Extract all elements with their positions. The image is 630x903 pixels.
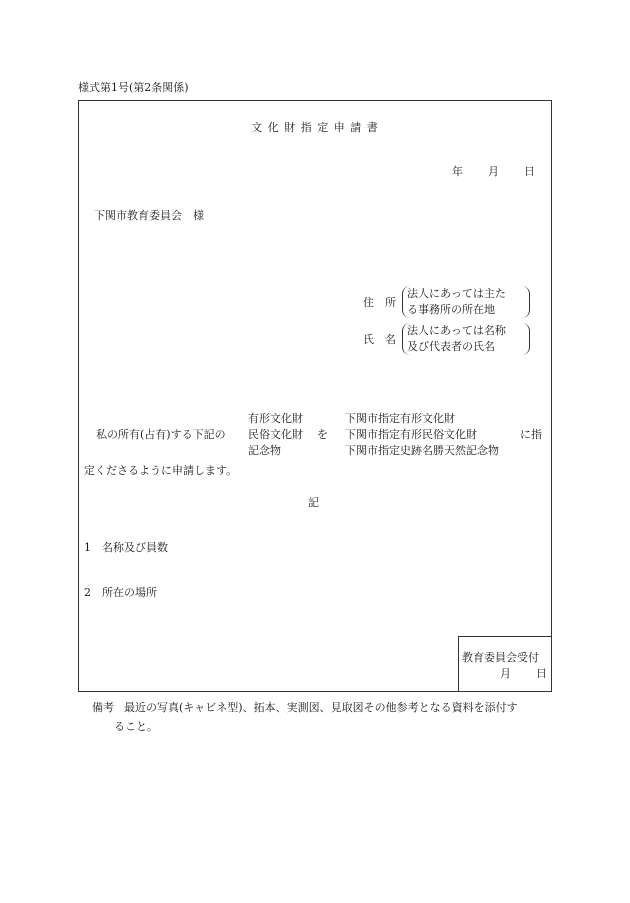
request-continuation: 定くださるように申請します。 bbox=[84, 464, 238, 477]
date-month: 月 bbox=[488, 165, 499, 178]
name-label: 氏 名 bbox=[363, 333, 396, 346]
address-note-line1: 法人にあっては主た bbox=[407, 287, 506, 300]
form-frame bbox=[78, 100, 552, 692]
addressee: 下関市教育委員会 様 bbox=[94, 209, 204, 222]
ki-heading: 記 bbox=[308, 496, 319, 509]
receipt-label: 教育委員会受付 bbox=[462, 651, 539, 664]
type-tangible: 有形文化財 bbox=[248, 412, 303, 425]
form-number: 様式第1号(第2条関係) bbox=[78, 81, 189, 94]
item-1-no: 1 bbox=[84, 541, 91, 554]
name-note-line1: 法人にあっては名称 bbox=[407, 324, 506, 337]
item-2-label: 所在の場所 bbox=[102, 586, 157, 599]
address-label: 住 所 bbox=[363, 296, 396, 309]
remarks-line1: 最近の写真(キャビネ型)、拓本、実測図、見取図その他参考となる資料を添付す bbox=[124, 701, 518, 714]
type-folk: 民俗文化財 bbox=[248, 428, 303, 441]
date-year: 年 bbox=[452, 165, 463, 178]
receipt-day: 日 bbox=[536, 667, 547, 680]
item-2-no: 2 bbox=[84, 586, 91, 599]
name-note-line2: 及び代表者の氏名 bbox=[407, 340, 495, 353]
designation-tangible: 下関市指定有形文化財 bbox=[345, 412, 455, 425]
designation-folk: 下関市指定有形民俗文化財 bbox=[345, 428, 477, 441]
request-lead: 私の所有(占有)する下記の bbox=[96, 428, 226, 441]
address-note bbox=[402, 286, 530, 318]
particle-ni: に指 bbox=[520, 428, 542, 441]
remarks-label: 備考 bbox=[92, 701, 114, 714]
particle-wo: を bbox=[317, 428, 328, 441]
remarks-line2: ること。 bbox=[114, 720, 158, 733]
address-note-line2: る事務所の所在地 bbox=[407, 303, 495, 316]
receipt-month: 月 bbox=[500, 667, 511, 680]
name-note bbox=[402, 323, 530, 355]
item-1-label: 名称及び員数 bbox=[102, 541, 168, 554]
type-monument: 記念物 bbox=[248, 444, 281, 457]
designation-monument: 下関市指定史跡名勝天然記念物 bbox=[345, 444, 499, 457]
form-title: 文 化 財 指 定 申 請 書 bbox=[251, 121, 379, 134]
date-day: 日 bbox=[524, 165, 535, 178]
